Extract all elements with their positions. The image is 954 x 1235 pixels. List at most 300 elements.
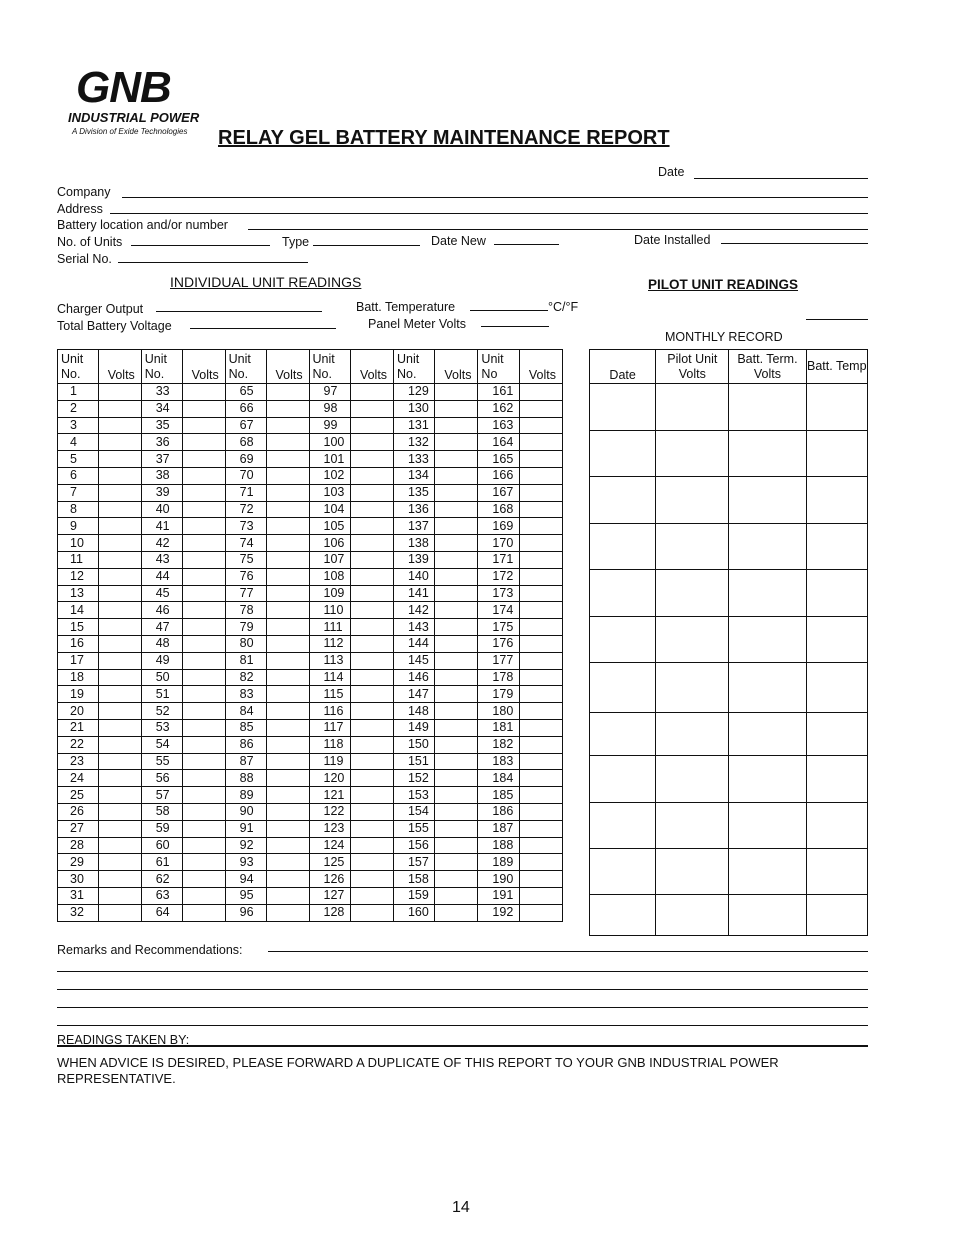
volts-cell[interactable] — [182, 686, 225, 703]
volts-cell[interactable] — [182, 669, 225, 686]
volts-cell[interactable] — [266, 619, 309, 636]
pilot-cell[interactable] — [806, 663, 867, 713]
volts-cell[interactable] — [435, 635, 478, 652]
table-row — [58, 904, 563, 921]
volts-cell[interactable] — [519, 535, 562, 552]
volts-cell[interactable] — [519, 904, 562, 921]
volts-cell[interactable] — [519, 501, 562, 518]
unit-number: 149 — [393, 719, 435, 736]
volts-cell[interactable] — [351, 652, 394, 669]
unit-number: 2 — [58, 400, 99, 417]
volts-cell[interactable] — [351, 871, 394, 888]
pilot-cell[interactable] — [729, 431, 806, 477]
volts-cell[interactable] — [182, 467, 225, 484]
unit-number: 121 — [309, 787, 351, 804]
table-row — [58, 753, 563, 770]
volts-cell[interactable] — [182, 753, 225, 770]
volts-cell[interactable] — [519, 417, 562, 434]
volts-cell[interactable] — [182, 871, 225, 888]
address-field[interactable] — [110, 213, 868, 214]
volts-cell[interactable] — [351, 585, 394, 602]
volts-cell[interactable] — [519, 619, 562, 636]
volts-cell[interactable] — [98, 501, 141, 518]
unit-number: 1 — [58, 384, 99, 401]
volts-cell[interactable] — [98, 719, 141, 736]
volts-cell[interactable] — [98, 535, 141, 552]
table-row — [58, 551, 563, 568]
logo-division: A Division of Exide Technologies — [72, 127, 188, 136]
volts-cell[interactable] — [351, 803, 394, 820]
pilot-cell[interactable] — [729, 524, 806, 570]
volts-cell[interactable] — [519, 753, 562, 770]
pilot-cell[interactable] — [590, 431, 656, 477]
volts-cell[interactable] — [435, 686, 478, 703]
volts-cell[interactable] — [266, 635, 309, 652]
logo-subbrand: INDUSTRIAL POWER — [68, 110, 200, 125]
volts-cell[interactable] — [182, 736, 225, 753]
serial-no-field[interactable] — [118, 262, 308, 263]
pilot-cell[interactable] — [656, 713, 729, 756]
pilot-cell[interactable] — [590, 849, 656, 895]
volts-cell[interactable] — [266, 719, 309, 736]
company-field[interactable] — [122, 197, 868, 198]
pilot-cell[interactable] — [729, 756, 806, 803]
volts-cell[interactable] — [182, 820, 225, 837]
pilot-cell[interactable] — [656, 895, 729, 936]
volts-cell[interactable] — [519, 736, 562, 753]
date-installed-field[interactable] — [721, 243, 868, 244]
volts-cell[interactable] — [519, 451, 562, 468]
volts-cell[interactable] — [98, 635, 141, 652]
unit-number: 110 — [309, 602, 351, 619]
unit-number: 42 — [141, 535, 182, 552]
unit-number: 64 — [141, 904, 182, 921]
volts-cell[interactable] — [182, 854, 225, 871]
pilot-cell[interactable] — [590, 895, 656, 936]
readings-taken-line[interactable] — [57, 1045, 868, 1047]
volts-cell[interactable] — [519, 585, 562, 602]
unit-number: 184 — [478, 770, 520, 787]
volts-cell[interactable] — [519, 871, 562, 888]
volts-cell[interactable] — [98, 602, 141, 619]
volts-cell[interactable] — [519, 787, 562, 804]
type-field[interactable] — [313, 245, 420, 246]
volts-cell[interactable] — [182, 904, 225, 921]
volts-cell[interactable] — [182, 703, 225, 720]
volts-cell[interactable] — [435, 551, 478, 568]
volts-cell[interactable] — [98, 518, 141, 535]
volts-cell[interactable] — [98, 551, 141, 568]
volts-cell[interactable] — [351, 770, 394, 787]
volts-cell[interactable] — [435, 652, 478, 669]
pilot-cell[interactable] — [806, 895, 867, 936]
volts-cell[interactable] — [519, 568, 562, 585]
volts-cell[interactable] — [266, 703, 309, 720]
pilot-cell[interactable] — [656, 849, 729, 895]
volts-cell[interactable] — [98, 887, 141, 904]
pilot-cell[interactable] — [656, 384, 729, 431]
volts-cell[interactable] — [98, 619, 141, 636]
volts-cell[interactable] — [519, 467, 562, 484]
pilot-cell[interactable] — [729, 803, 806, 849]
pilot-heading: PILOT UNIT READINGS — [648, 277, 799, 292]
volts-cell[interactable] — [435, 736, 478, 753]
pilot-cell[interactable] — [590, 384, 656, 431]
volts-cell[interactable] — [351, 904, 394, 921]
volts-cell[interactable] — [351, 501, 394, 518]
volts-cell[interactable] — [435, 434, 478, 451]
volts-cell[interactable] — [182, 585, 225, 602]
pilot-cell[interactable] — [656, 617, 729, 663]
volts-cell[interactable] — [98, 669, 141, 686]
unit-number: 107 — [309, 551, 351, 568]
volts-cell[interactable] — [435, 854, 478, 871]
pilot-cell[interactable] — [656, 477, 729, 524]
volts-cell[interactable] — [435, 803, 478, 820]
volts-cell[interactable] — [266, 837, 309, 854]
volts-cell[interactable] — [98, 400, 141, 417]
volts-cell[interactable] — [266, 753, 309, 770]
volts-cell[interactable] — [351, 518, 394, 535]
total-voltage-field[interactable] — [190, 328, 336, 329]
unit-number: 84 — [225, 703, 266, 720]
pilot-cell[interactable] — [806, 384, 867, 431]
company-logo — [66, 63, 206, 138]
volts-cell[interactable] — [98, 417, 141, 434]
batt-temp-field[interactable] — [470, 310, 548, 311]
volts-cell[interactable] — [351, 837, 394, 854]
volts-cell[interactable] — [266, 887, 309, 904]
unit-number: 164 — [478, 434, 520, 451]
remarks-line-4[interactable] — [57, 1007, 868, 1008]
date-installed-label: Date Installed — [634, 233, 711, 247]
volts-cell[interactable] — [351, 434, 394, 451]
date-field[interactable] — [694, 178, 868, 179]
volts-cell[interactable] — [266, 803, 309, 820]
volts-cell[interactable] — [266, 787, 309, 804]
volts-cell[interactable] — [182, 602, 225, 619]
volts-cell[interactable] — [435, 669, 478, 686]
volts-cell[interactable] — [351, 635, 394, 652]
volts-cell[interactable] — [182, 887, 225, 904]
volts-cell[interactable] — [98, 451, 141, 468]
volts-cell[interactable] — [435, 703, 478, 720]
volts-cell[interactable] — [519, 434, 562, 451]
table-row — [58, 417, 563, 434]
unit-number: 89 — [225, 787, 266, 804]
volts-cell[interactable] — [519, 602, 562, 619]
volts-cell[interactable] — [435, 719, 478, 736]
pilot-cell[interactable] — [729, 849, 806, 895]
volts-cell[interactable] — [266, 484, 309, 501]
unit-number: 36 — [141, 434, 182, 451]
volts-cell[interactable] — [351, 535, 394, 552]
volts-cell[interactable] — [98, 803, 141, 820]
volts-cell[interactable] — [351, 719, 394, 736]
pilot-cell[interactable] — [729, 663, 806, 713]
volts-cell[interactable] — [266, 518, 309, 535]
volts-cell[interactable] — [98, 686, 141, 703]
volts-cell[interactable] — [182, 719, 225, 736]
volts-cell[interactable] — [519, 854, 562, 871]
unit-number: 189 — [478, 854, 520, 871]
volts-cell[interactable] — [435, 904, 478, 921]
volts-cell[interactable] — [435, 753, 478, 770]
volts-cell[interactable] — [98, 585, 141, 602]
volts-cell[interactable] — [182, 652, 225, 669]
volts-cell[interactable] — [435, 518, 478, 535]
volts-cell[interactable] — [182, 501, 225, 518]
remarks-line-3[interactable] — [57, 989, 868, 990]
pilot-cell[interactable] — [590, 477, 656, 524]
unit-number: 45 — [141, 585, 182, 602]
pilot-cell[interactable] — [806, 713, 867, 756]
volts-cell[interactable] — [351, 602, 394, 619]
volts-cell[interactable] — [435, 467, 478, 484]
volts-cell[interactable] — [182, 770, 225, 787]
volts-cell[interactable] — [519, 719, 562, 736]
volts-cell[interactable] — [98, 736, 141, 753]
volts-cell[interactable] — [435, 501, 478, 518]
date-new-field[interactable] — [494, 244, 559, 245]
volts-cell[interactable] — [98, 652, 141, 669]
volts-cell[interactable] — [435, 400, 478, 417]
volts-cell[interactable] — [266, 871, 309, 888]
volts-cell[interactable] — [98, 904, 141, 921]
no-of-units-field[interactable] — [131, 245, 270, 246]
volts-cell[interactable] — [351, 887, 394, 904]
volts-cell[interactable] — [435, 837, 478, 854]
pilot-cell[interactable] — [729, 617, 806, 663]
pilot-cell[interactable] — [656, 431, 729, 477]
pilot-cell[interactable] — [729, 477, 806, 524]
volts-cell[interactable] — [266, 384, 309, 401]
pilot-cell[interactable] — [656, 756, 729, 803]
volts-cell[interactable] — [98, 854, 141, 871]
remarks-line-1[interactable] — [268, 951, 868, 952]
unit-number: 137 — [393, 518, 435, 535]
volts-cell[interactable] — [519, 518, 562, 535]
remarks-line-2[interactable] — [57, 971, 868, 972]
volts-cell[interactable] — [351, 686, 394, 703]
pilot-cell[interactable] — [729, 713, 806, 756]
volts-cell[interactable] — [266, 652, 309, 669]
volts-cell[interactable] — [266, 770, 309, 787]
volts-cell[interactable] — [351, 384, 394, 401]
pilot-cell[interactable] — [656, 663, 729, 713]
volts-cell[interactable] — [351, 736, 394, 753]
volts-cell[interactable] — [519, 484, 562, 501]
battery-location-field[interactable] — [248, 229, 868, 230]
volts-cell[interactable] — [182, 484, 225, 501]
volts-cell[interactable] — [435, 787, 478, 804]
volts-cell[interactable] — [266, 551, 309, 568]
volts-cell[interactable] — [351, 467, 394, 484]
volts-cell[interactable] — [266, 417, 309, 434]
volts-cell[interactable] — [98, 384, 141, 401]
volts-cell[interactable] — [182, 787, 225, 804]
volts-cell[interactable] — [351, 451, 394, 468]
volts-cell[interactable] — [98, 837, 141, 854]
volts-cell[interactable] — [351, 484, 394, 501]
volts-cell[interactable] — [519, 703, 562, 720]
pilot-cell[interactable] — [729, 384, 806, 431]
pilot-cell[interactable] — [590, 524, 656, 570]
pilot-cell[interactable] — [806, 849, 867, 895]
volts-cell[interactable] — [351, 787, 394, 804]
unit-no-header: Unit No. — [225, 350, 266, 384]
volts-cell[interactable] — [266, 669, 309, 686]
pilot-cell[interactable] — [590, 803, 656, 849]
volts-cell[interactable] — [98, 753, 141, 770]
volts-cell[interactable] — [519, 652, 562, 669]
pilot-cell[interactable] — [806, 803, 867, 849]
volts-cell[interactable] — [266, 585, 309, 602]
volts-cell[interactable] — [182, 434, 225, 451]
pilot-cell[interactable] — [590, 617, 656, 663]
volts-cell[interactable] — [435, 871, 478, 888]
volts-cell[interactable] — [266, 568, 309, 585]
unit-number: 74 — [225, 535, 266, 552]
volts-cell[interactable] — [351, 669, 394, 686]
volts-cell[interactable] — [98, 568, 141, 585]
volts-cell[interactable] — [435, 887, 478, 904]
volts-cell[interactable] — [266, 820, 309, 837]
volts-cell[interactable] — [266, 535, 309, 552]
volts-cell[interactable] — [435, 384, 478, 401]
volts-cell[interactable] — [519, 770, 562, 787]
unit-number: 38 — [141, 467, 182, 484]
volts-cell[interactable] — [182, 518, 225, 535]
volts-cell[interactable] — [519, 820, 562, 837]
volts-cell[interactable] — [98, 484, 141, 501]
pilot-cell[interactable] — [590, 663, 656, 713]
volts-cell[interactable] — [351, 400, 394, 417]
pilot-cell[interactable] — [806, 756, 867, 803]
volts-cell[interactable] — [519, 669, 562, 686]
volts-cell[interactable] — [98, 871, 141, 888]
volts-cell[interactable] — [435, 770, 478, 787]
unit-number: 145 — [393, 652, 435, 669]
volts-cell[interactable] — [98, 787, 141, 804]
pilot-cell[interactable] — [729, 895, 806, 936]
volts-cell[interactable] — [182, 635, 225, 652]
panel-meter-field[interactable] — [481, 326, 549, 327]
volts-cell[interactable] — [435, 451, 478, 468]
volts-cell[interactable] — [182, 384, 225, 401]
volts-cell[interactable] — [351, 703, 394, 720]
volts-cell[interactable] — [182, 568, 225, 585]
volts-cell[interactable] — [266, 854, 309, 871]
unit-number: 9 — [58, 518, 99, 535]
volts-cell[interactable] — [98, 820, 141, 837]
volts-cell[interactable] — [519, 837, 562, 854]
pilot-cell[interactable] — [806, 617, 867, 663]
pilot-cell[interactable] — [590, 713, 656, 756]
volts-cell[interactable] — [435, 568, 478, 585]
pilot-row — [590, 570, 868, 617]
volts-cell[interactable] — [351, 854, 394, 871]
date-label: Date — [658, 165, 685, 179]
volts-cell[interactable] — [435, 535, 478, 552]
volts-cell[interactable] — [266, 736, 309, 753]
volts-cell[interactable] — [266, 451, 309, 468]
volts-cell[interactable] — [266, 686, 309, 703]
unit-number: 47 — [141, 619, 182, 636]
remarks-line-5[interactable] — [57, 1025, 868, 1026]
volts-cell[interactable] — [182, 400, 225, 417]
unit-number: 43 — [141, 551, 182, 568]
page-title: RELAY GEL BATTERY MAINTENANCE REPORT — [218, 127, 670, 149]
volts-cell[interactable] — [182, 551, 225, 568]
volts-cell[interactable] — [266, 400, 309, 417]
volts-cell[interactable] — [351, 820, 394, 837]
pilot-cell[interactable] — [806, 477, 867, 524]
volts-cell[interactable] — [98, 467, 141, 484]
volts-cell[interactable] — [266, 904, 309, 921]
table-row — [58, 669, 563, 686]
pilot-cell[interactable] — [590, 756, 656, 803]
volts-cell[interactable] — [182, 803, 225, 820]
volts-cell[interactable] — [435, 585, 478, 602]
volts-cell[interactable] — [182, 451, 225, 468]
volts-cell[interactable] — [266, 602, 309, 619]
volts-cell[interactable] — [182, 837, 225, 854]
volts-cell[interactable] — [435, 484, 478, 501]
volts-cell[interactable] — [98, 434, 141, 451]
volts-cell[interactable] — [266, 467, 309, 484]
volts-cell[interactable] — [435, 602, 478, 619]
unit-number: 158 — [393, 871, 435, 888]
volts-cell[interactable] — [519, 635, 562, 652]
unit-number: 75 — [225, 551, 266, 568]
pilot-cell[interactable] — [656, 570, 729, 617]
volts-cell[interactable] — [182, 417, 225, 434]
volts-cell[interactable] — [519, 686, 562, 703]
pilot-cell[interactable] — [656, 803, 729, 849]
volts-cell[interactable] — [351, 551, 394, 568]
unit-number: 15 — [58, 619, 99, 636]
volts-cell[interactable] — [351, 568, 394, 585]
pilot-cell[interactable] — [806, 431, 867, 477]
volts-cell[interactable] — [435, 417, 478, 434]
volts-cell[interactable] — [435, 619, 478, 636]
volts-cell[interactable] — [351, 753, 394, 770]
volts-cell[interactable] — [519, 887, 562, 904]
pilot-cell[interactable] — [656, 524, 729, 570]
volts-cell[interactable] — [519, 803, 562, 820]
volts-cell[interactable] — [182, 535, 225, 552]
pilot-cell[interactable] — [806, 524, 867, 570]
charger-output-field[interactable] — [156, 311, 322, 312]
volts-cell[interactable] — [266, 434, 309, 451]
volts-cell[interactable] — [519, 384, 562, 401]
volts-cell[interactable] — [519, 551, 562, 568]
volts-cell[interactable] — [266, 501, 309, 518]
volts-cell[interactable] — [182, 619, 225, 636]
pilot-cell[interactable] — [729, 570, 806, 617]
unit-number: 165 — [478, 451, 520, 468]
pilot-cell[interactable] — [806, 570, 867, 617]
volts-cell[interactable] — [98, 770, 141, 787]
volts-cell[interactable] — [98, 703, 141, 720]
unit-number: 83 — [225, 686, 266, 703]
volts-cell[interactable] — [519, 400, 562, 417]
volts-cell[interactable] — [351, 619, 394, 636]
volts-cell[interactable] — [435, 820, 478, 837]
pilot-cell[interactable] — [590, 570, 656, 617]
volts-cell[interactable] — [351, 417, 394, 434]
